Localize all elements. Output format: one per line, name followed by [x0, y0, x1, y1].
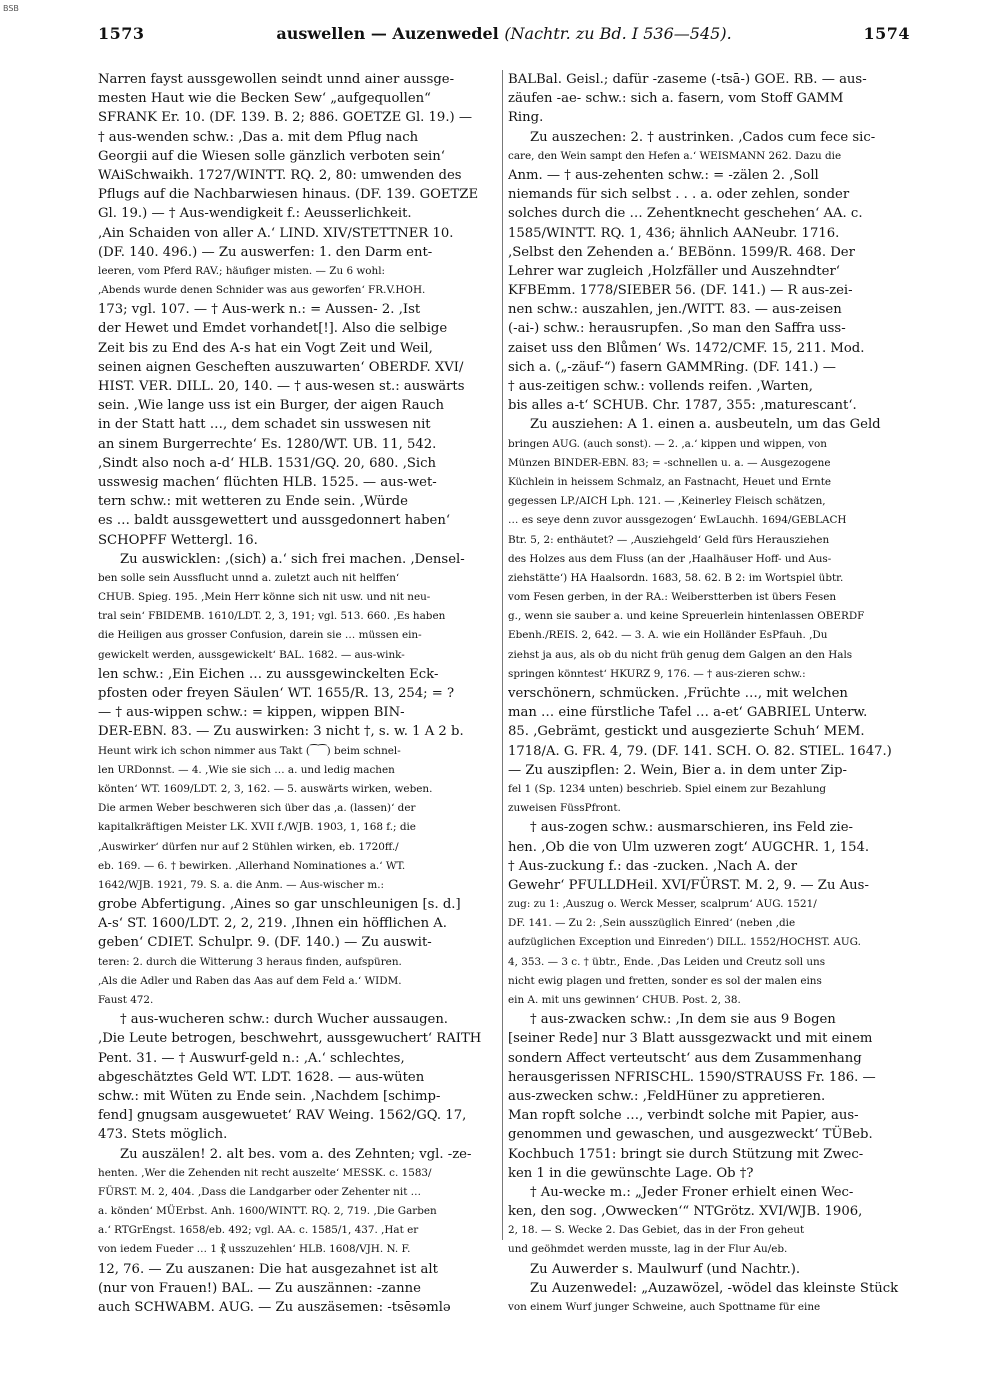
- left-column-line: der Hewet und Emdet vorhandet[!]. Also die selbige: [98, 321, 448, 337]
- right-column-line: sich a. („-zäuf-“) fasern GAMMRing. (DF. 141.) —: [508, 359, 836, 375]
- left-column-line: ‚Als die Adler und Raben das Aas auf dem Feld a.‘ WIDM.: [98, 974, 402, 987]
- right-column-line: Btr. 5, 2: enthäutet? — ‚Ausziehgeld‘ Geld fürs Herausziehen: [508, 533, 830, 546]
- right-column-line: Küchlein in heissem Schmalz, an Fastnacht, Heuet und Ernte: [508, 475, 832, 488]
- left-column-line: 473. Stets möglich.: [98, 1127, 228, 1143]
- left-column-line: fend] gnugsam ausgewuetet‘ RAV Weing. 1562/GQ. 17,: [98, 1108, 467, 1124]
- left-column-line: grobe Abfertigung. ‚Aines so gar unschleunigen [s. d.]: [98, 897, 461, 913]
- left-column-line: Narren fayst aussgewollen seindt unnd ainer aussge-: [98, 72, 455, 87]
- running-header: [98, 24, 910, 52]
- right-column-line: springen könntest‘ HKURZ 9, 176. — † aus-zieren schw.:: [508, 667, 806, 680]
- left-column-line: leeren, vom Pferd RAV.; häufiger misten. — Zu 6 wohl:: [98, 264, 386, 277]
- left-column-line: † aus-wucheren schw.: durch Wucher aussaugen.: [120, 1012, 448, 1028]
- right-column-line: von einem Wurf junger Schweine, auch Spottname für eine: [508, 1301, 821, 1313]
- right-column-line: — Zu auszipflen: 2. Wein, Bier a. in dem unter Zip-: [508, 762, 848, 778]
- left-column-line: Die armen Weber beschweren sich über das ‚a. (lassen)‘ der: [98, 802, 416, 815]
- right-column-line: † aus-zeitigen schw.: vollends reifen. ‚Warten,: [508, 379, 813, 394]
- left-column-line: CHUB. Spieg. 195. ‚Mein Herr könne sich nit usw. und nit neu-: [98, 591, 431, 604]
- left-column-line: A-s‘ ST. 1600/LDT. 2, 2, 219. ‚Ihnen ein höfflichen A.: [98, 916, 447, 932]
- left-column-line: 173; vgl. 107. — † Aus-werk n.: = Aussen- 2. ‚Ist: [98, 302, 421, 318]
- right-column-line: † Au-wecke m.: „Jeder Froner erhielt einen Wec-: [530, 1184, 854, 1200]
- right-column-line: Zu auszechen: 2. † austrinken. ‚Cados cum fece sic-: [530, 129, 876, 145]
- right-column-line: sondern Affect verteutscht‘ aus dem Zusammenhang: [508, 1050, 862, 1066]
- left-column-line: geben‘ CDIET. Schulpr. 9. (DF. 140.) — Zu auswit-: [98, 935, 432, 951]
- left-column-line: Zu auswicklen: ‚(sich) a.‘ sich frei machen. ‚Densel-: [120, 551, 465, 567]
- right-column-line: Ring.: [508, 110, 544, 126]
- left-column-line: SCHOPFF Wettergl. 16.: [98, 532, 258, 548]
- left-column-line: FÜRST. M. 2, 404. ‚Dass die Landgarber oder Zehenter nit …: [98, 1185, 422, 1198]
- right-column-line: Ebenh./REIS. 2, 642. — 3. A. wie ein Holländer EsPfauh. ‚Du: [508, 629, 828, 642]
- right-column-line: aus-zwecken schw.: ‚FeldHüner zu appretieren.: [508, 1088, 826, 1104]
- page-number-left: 1573: [98, 24, 145, 43]
- right-column-line: BALBal. Geisl.; dafür -zaseme (-tsā-) GOE. RB. — aus-: [508, 72, 867, 87]
- left-column-line: Gl. 19.) — † Aus-wendigkeit f.: Aeusserlichkeit.: [98, 206, 412, 222]
- right-column-line: Anm. — † aus-zehenten schw.: = -zälen 2. ‚Soll: [508, 167, 819, 183]
- left-column-line: die Heiligen aus grosser Confusion, darein sie … müssen ein-: [98, 629, 422, 642]
- left-column-line: könten‘ WT. 1609/LDT. 2, 3, 162. — 5. auswärts wirken, weben.: [98, 782, 433, 795]
- left-column-line: Pent. 31. — † Auswurf-geld n.: ‚A.‘ schlechtes,: [98, 1050, 405, 1066]
- left-column-line: Pflugs auf die Nachbarwiesen hinaus. (DF. 139. GOETZE: [98, 187, 479, 203]
- running-title-main: auswellen — Auzenwedel: [276, 24, 505, 43]
- right-column-line: ein A. mit uns gewinnen‘ CHUB. Post. 2, 38.: [508, 994, 741, 1006]
- left-column-line: tern schw.: mit wetteren zu Ende sein. ‚Würde: [98, 494, 408, 510]
- left-column-line: SFRANK Er. 10. (DF. 139. B. 2; 886. GOETZE Gl. 19.) —: [98, 110, 473, 126]
- left-column-line: es … baldt aussgewettert und aussgedonnert haben‘: [98, 513, 451, 529]
- right-column-line: care, den Wein sampt den Hefen a.‘ WEISMANN 262. Dazu die: [508, 149, 842, 162]
- left-column-line: ‚Abends wurde denen Schnider was aus geworfen‘ FR.V.HOH.: [98, 284, 426, 297]
- left-column-line: teren: 2. durch die Witterung 3 heraus finden, aufspüren.: [98, 955, 402, 968]
- right-column-line: bis alles a-t‘ SCHUB. Chr. 1787, 355: ‚maturescant‘.: [508, 398, 857, 414]
- right-column-line: niemands für sich selbst . . . a. oder zehlen, sonder: [508, 187, 850, 203]
- left-column-line: a. könden‘ MÜErbst. Anh. 1600/WINTT. RQ. 2, 719. ‚Die Garben: [98, 1205, 437, 1218]
- left-column-line: seinen aignen Gescheften auszuwarten‘ OBERDF. XVI/: [98, 359, 464, 375]
- left-column-line: (DF. 140. 496.) — Zu auswerfen: 1. den Darm ent-: [98, 244, 433, 260]
- left-column-line: (nur von Frauen!) BAL. — Zu auszännen: -zanne: [98, 1280, 421, 1296]
- right-column-line: zuweisen FüssPfront.: [508, 802, 621, 815]
- right-column-line: gegessen LP./AICH Lph. 121. — ‚Keinerley Fleisch schätzen,: [508, 495, 826, 508]
- right-column-line: aufzüglichen Exception und Einreden‘) DILL. 1552/HOCHST. AUG.: [508, 936, 861, 949]
- left-column-line: an sinem Burgerrechte‘ Es. 1280/WT. UB. 11, 542.: [98, 436, 437, 452]
- left-column-line: Faust 472.: [98, 994, 154, 1006]
- right-column-line: [seiner Rede] nur 3 Blatt aussgezwackt und mit einem: [508, 1031, 873, 1047]
- right-column-line: ken, den sog. ‚Owwecken‘“ NTGrötz. XVI/WJB. 1906,: [508, 1204, 863, 1220]
- right-column-line: des Holzes aus dem Fluss (an der ‚Haalhäuser Hoff- und Aus-: [508, 552, 832, 565]
- right-column-line: zaiset uss den Blůmen‘ Ws. 1472/CMF. 15, 211. Mod.: [508, 340, 865, 356]
- right-column-line: Lehrer war zugleich ‚Holzfäller und Auszehndter‘: [508, 263, 840, 279]
- right-column-line: ken 1 in die gewünschte Lage. Ob †?: [508, 1165, 754, 1181]
- right-column-line: Zu ausziehen: A 1. einen a. ausbeuteln, um das Geld: [530, 417, 881, 433]
- left-column-line: Zu auszälen! 2. alt bes. vom a. des Zehnten; vgl. -ze-: [120, 1146, 472, 1162]
- left-column-line: HIST. VER. DILL. 20, 140. — † aus-wesen st.: auswärts: [98, 379, 465, 394]
- left-column-line: eb. 169. — 6. † bewirken. ‚Allerhand Nominationes a.‘ WT.: [98, 859, 406, 872]
- right-column-line: solches durch die … Zehentknecht geschehen‘ AA. c.: [508, 206, 863, 222]
- left-column-line: pfosten oder freyen Säulen‘ WT. 1655/R. 13, 254; = ?: [98, 686, 455, 701]
- right-column-line: (-ai-) schw.: herausrupfen. ‚So man den Saffra uss-: [508, 321, 846, 337]
- right-column-line: … es seye denn zuvor aussgezogen‘ EwLauchh. 1694/GEBLACH: [508, 514, 847, 527]
- left-column-line: len URDonnst. — 4. ‚Wie sie sich … a. und ledig machen: [98, 763, 395, 776]
- right-column-line: † Aus-zuckung f.: das -zucken. ‚Nach A. der: [508, 858, 798, 874]
- page-number-right: 1574: [863, 24, 910, 43]
- column-divider: [502, 70, 503, 1240]
- left-column-line: ‚Die Leute betrogen, beschwehrt, aussgewuchert‘ RAITH: [98, 1031, 482, 1047]
- right-column-line: † aus-zwacken schw.: ‚In dem sie aus 9 Bogen: [530, 1012, 836, 1028]
- right-column-line: Man ropft solche …, verbindt solche mit Papier, aus-: [508, 1108, 859, 1124]
- right-column-line: ziehstätte‘) HA Haalsordn. 1683, 58. 62. B 2: im Wortspiel übtr.: [508, 571, 844, 584]
- right-column-line: Kochbuch 1751: bringt sie durch Stützung mit Zwec-: [508, 1146, 864, 1162]
- right-column-line: bringen AUG. (auch sonst). — 2. ‚a.‘ kippen und wippen, von: [508, 437, 827, 450]
- right-column-line: g., wenn sie sauber a. und keine Spreuerlein hintenlassen OBERDF: [508, 610, 865, 623]
- left-column-line: Heunt wirk ich schon nimmer aus Takt (⁀⁀) beim schnel-: [98, 744, 401, 757]
- left-column-line: kapitalkräftigen Meister LK. XVII f./WJB. 1903, 1, 168 f.; die: [98, 821, 416, 834]
- left-column-line: — † aus-wippen schw.: = kippen, wippen BIN-: [98, 705, 405, 721]
- left-column-line: auch SCHWABM. AUG. — Zu auszäsemen: -tsēsəmlə: [98, 1300, 451, 1315]
- left-column-line: Georgii auf die Wiesen solle gänzlich verboten sein‘: [98, 148, 445, 164]
- right-column-line: Münzen BINDER-EBN. 83; = -schnellen u. a. — Ausgezogene: [508, 456, 831, 469]
- left-column-line: ‚Ain Schaiden von aller A.‘ LIND. XIV/STETTNER 10.: [98, 225, 454, 241]
- right-column-line: verschönern, schmücken. ‚Früchte …, mit welchen: [508, 686, 848, 701]
- running-title: [276, 24, 731, 43]
- left-column-line: a.‘ RTGrEngst. 1658/eb. 492; vgl. AA. c. 1585/1, 437. ‚Hat er: [98, 1224, 419, 1237]
- left-column-line: len schw.: ‚Ein Eichen … zu aussgewinckelten Eck-: [98, 666, 439, 682]
- left-column-line: DER-EBN. 83. — Zu auswirken: 3 nicht †, s. w. 1 A 2 b.: [98, 724, 464, 740]
- right-column-line: zug: zu 1: ‚Auszug o. Werck Messer, scalprum‘ AUG. 1521/: [508, 898, 817, 911]
- right-column-line: zäufen -ae- schw.: sich a. fasern, vom Stoff GAMM: [508, 91, 844, 107]
- left-column-line: ben solle sein Aussflucht unnd a. zuletzt auch nit helffen‘: [98, 571, 400, 584]
- left-column-line: gewickelt werden, aussgewickelt‘ BAL. 1682. — aus-wink-: [98, 648, 405, 661]
- right-column-line: Zu Auzenwedel: „Auzawözel, -wödel das kleinste Stück: [530, 1280, 899, 1296]
- right-column-line: DF. 141. — Zu 2: ‚Sein ausszüglich Einred‘ (neben ‚die: [508, 917, 796, 930]
- right-column-line: herausgerissen NFRISCHL. 1590/STRAUSS Fr. 186. —: [508, 1069, 876, 1085]
- left-column-line: in der Statt hatt …, dem schadet sin usswesen nit: [98, 417, 431, 433]
- right-column-line: Gewehr‘ PFULLDHeil. XVI/FÜRST. M. 2, 9. — Zu Aus-: [508, 877, 869, 893]
- right-column-line: fel 1 (Sp. 1234 unten) beschrieb. Spiel einem zur Bezahlung: [508, 782, 827, 795]
- left-column-line: schw.: mit Wüten zu Ende sein. ‚Nachdem [schimp-: [98, 1088, 441, 1104]
- left-column-line: WAiSchwaikh. 1727/WINTT. RQ. 2, 80: umwenden des: [98, 167, 462, 183]
- right-column-line: vom Fesen gerben, in der RA.: Weiberstterben ist übers Fesen: [508, 591, 837, 604]
- left-column-line: usswesig machen‘ flüchten HLB. 1525. — aus-wet-: [98, 474, 437, 490]
- right-column-line: nen schw.: auszahlen, jen./WITT. 83. — aus-zeisen: [508, 302, 842, 318]
- right-column: [508, 70, 908, 1317]
- right-column-line: ‚Selbst den Zehenden a.‘ BEBönn. 1599/R. 468. Der: [508, 244, 855, 260]
- left-column-line: ‚Sindt also noch a-d‘ HLB. 1531/GQ. 20, 680. ‚Sich: [98, 455, 436, 471]
- left-column-line: 12, 76. — Zu auszanen: Die hat ausgezahnet ist alt: [98, 1261, 438, 1277]
- right-column-line: † aus-zogen schw.: ausmarschieren, ins Feld zie-: [530, 820, 854, 836]
- left-column-line: mesten Haut wie die Becken Sew‘ „aufgequollen“: [98, 91, 431, 107]
- left-column-line: tral sein‘ FBIDEMB. 1610/LDT. 2, 3, 191; vgl. 513. 660. ‚Es haben: [98, 610, 446, 623]
- left-column-line: Zeit bis zu End des A-s hat ein Vogt Zeit und Weil,: [98, 340, 433, 356]
- right-column-line: und geöhmdet werden musste, lag in der Flur Au/eb.: [508, 1243, 788, 1256]
- right-column-line: 2, 18. — S. Wecke 2. Das Gebiet, das in der Fron geheut: [508, 1224, 805, 1237]
- left-column-line: † aus-wenden schw.: ‚Das a. mit dem Pflug nach: [98, 129, 419, 145]
- running-title-italic: (Nachtr. zu Bd. I 536—545).: [504, 24, 732, 43]
- right-column-line: KFBEmm. 1778/SIEBER 56. (DF. 141.) — R aus-zei-: [508, 283, 853, 299]
- left-column-line: abgeschätztes Geld WT. LDT. 1628. — aus-wüten: [98, 1069, 425, 1085]
- left-column-line: henten. ‚Wer die Zehenden nit recht auszelte‘ MESSK. c. 1583/: [98, 1166, 432, 1179]
- right-column-line: hen. ‚Ob die von Ulm uzweren zogt‘ AUGCHR. 1, 154.: [508, 839, 870, 855]
- library-watermark: BSB: [3, 4, 19, 13]
- right-column-line: nicht ewig plagen und fretten, sonder es sol der malen eins: [508, 974, 822, 987]
- right-column-line: 1585/WINTT. RQ. 1, 436; ähnlich AANeubr. 1716.: [508, 225, 840, 241]
- right-column-line: 85. ‚Gebrämt, gestickt und ausgezierte Schuh‘ MEM.: [508, 724, 865, 740]
- right-column-line: man … eine fürstliche Tafel … a-et‘ GABRIEL Unterw.: [508, 705, 868, 721]
- right-column-line: 1718/A. G. FR. 4, 79. (DF. 141. SCH. O. 82. STIEL. 1647.): [508, 743, 892, 759]
- left-column-line: 1642/WJB. 1921, 79. S. a. die Anm. — Aus-wischer m.:: [98, 878, 385, 891]
- right-column-line: genommen und gewaschen, und ausgezweckt‘ TÜBeb.: [508, 1127, 873, 1143]
- right-column-line: 4, 353. — 3 c. † übtr., Ende. ‚Das Leiden und Creutz soll uns: [508, 955, 826, 968]
- left-column-line: sein. ‚Wie lange uss ist ein Burger, der aigen Rauch: [98, 398, 445, 414]
- left-column-line: von iedem Fueder … 1 ⳩ usszuzehlen‘ HLB. 1608/VJH. N. F.: [98, 1243, 411, 1256]
- right-column-line: ziehst ja aus, als ob du nicht früh genug dem Galgen an den Hals: [508, 648, 853, 661]
- left-column-line: ‚Auswirker‘ dürfen nur auf 2 Stühlen wirken, eb. 1720ff./: [98, 840, 399, 853]
- right-column-line: Zu Auwerder s. Maulwurf (und Nachtr.).: [530, 1261, 801, 1277]
- left-column: [98, 70, 498, 1317]
